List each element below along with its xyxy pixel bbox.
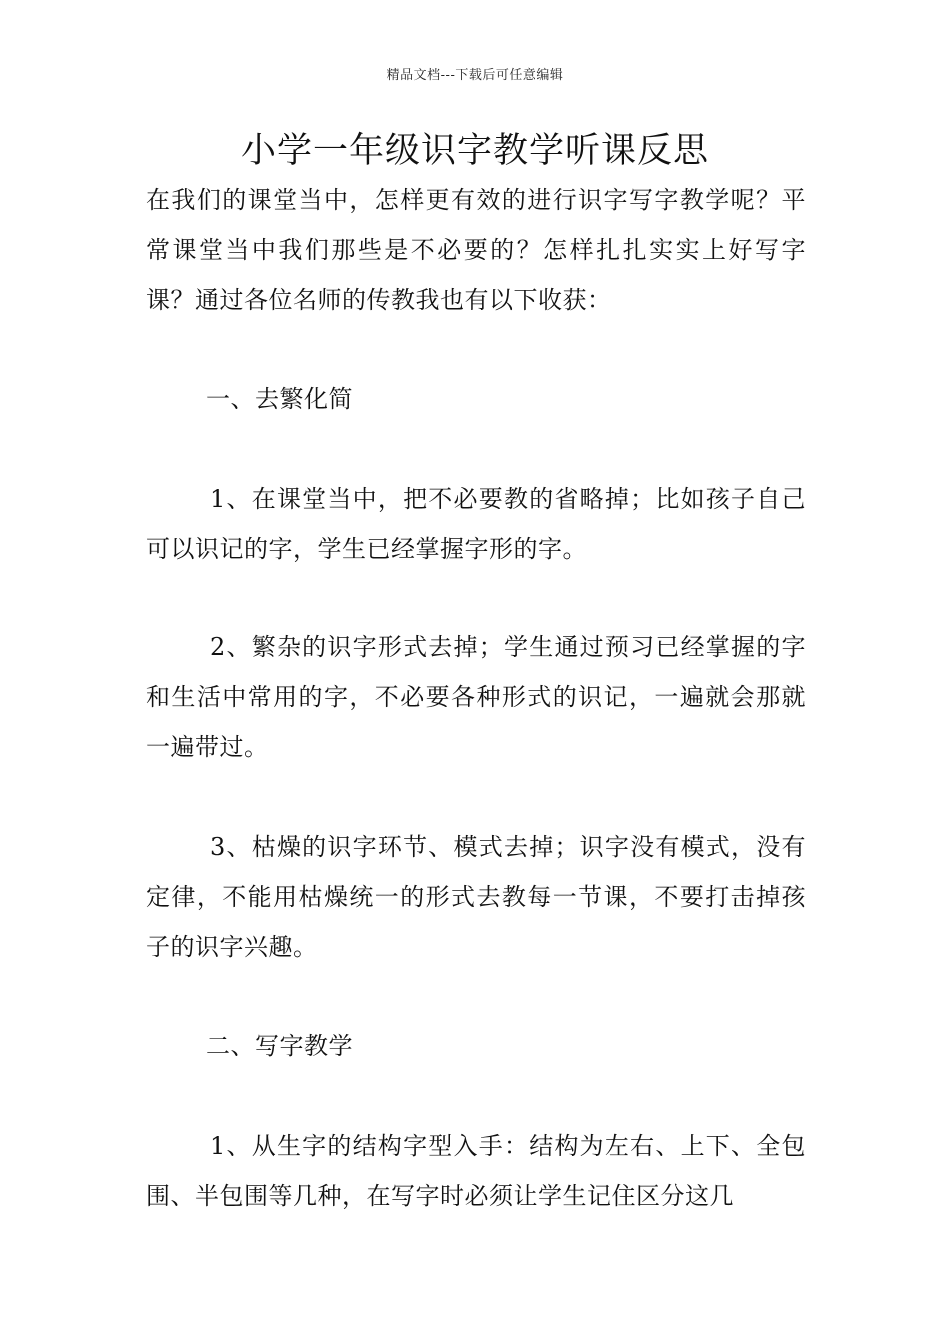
section-heading-2: 二、写字教学 (206, 1032, 353, 1060)
section2-paragraph-1: 1、从生字的结构字型入手：结构为左右、上下、全包围、半包围等几种，在写字时必须让学生记住区分这几 (146, 1132, 806, 1210)
document-title: 小学一年级识字教学听课反思 (240, 131, 709, 171)
section-heading-1: 一、去繁化简 (206, 385, 353, 413)
intro-paragraph: 在我们的课堂当中，怎样更有效的进行识字写字教学呢？平常课堂当中我们那些是不必要的？怎样扎扎实实上好写字课？通过各位名师的传教我也有以下收获： (146, 186, 806, 314)
section1-paragraph-3: 3、枯燥的识字环节、模式去掉；识字没有模式，没有定律，不能用枯燥统一的形式去教每一节课，不要打击掉孩子的识字兴趣。 (146, 833, 806, 961)
section1-paragraph-1: 1、在课堂当中，把不必要教的省略掉；比如孩子自己可以识记的字，学生已经掌握字形的字。 (146, 485, 806, 563)
header-note: 精品文档---下载后可任意编辑 (386, 68, 564, 83)
section1-paragraph-2: 2、繁杂的识字形式去掉；学生通过预习已经掌握的字和生活中常用的字，不必要各种形式的识记，一遍就会那就一遍带过。 (146, 633, 806, 761)
